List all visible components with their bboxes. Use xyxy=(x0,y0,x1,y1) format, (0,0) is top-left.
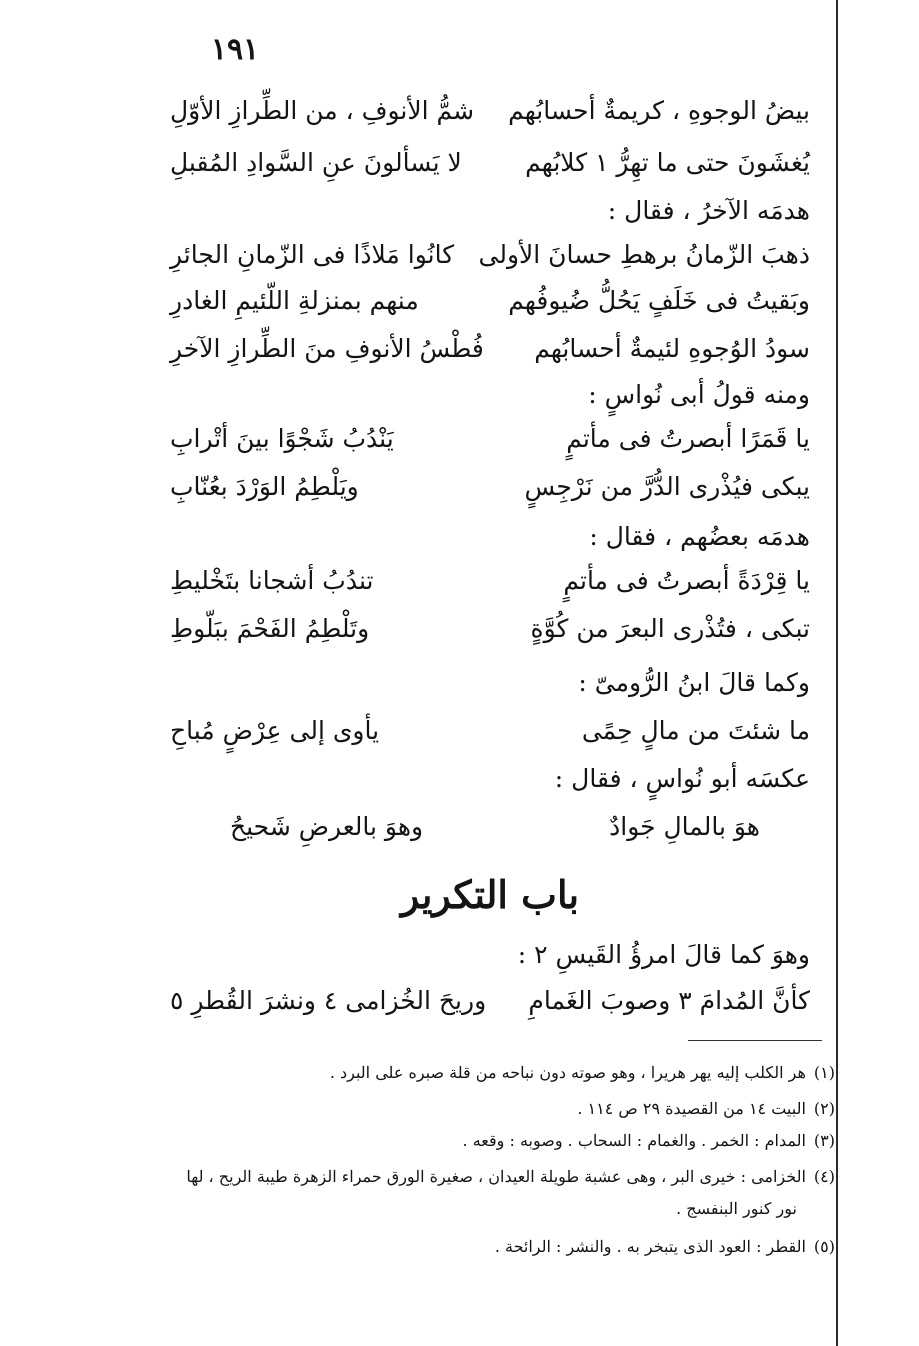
footnote xyxy=(100,1162,835,1192)
verse-second-hemistich: ويَلْطِمُ الوَرْدَ بعُنّابِ xyxy=(170,472,359,501)
verse-second-hemistich: وريحَ الخُزامى ٤ ونشرَ القُطرِ ٥ xyxy=(170,986,487,1015)
footnote xyxy=(100,1094,835,1124)
footnote-text: هر الكلب إليه يهر هريرا ، وهو صوته دون نباحه من قلة صبره على البرد . xyxy=(329,1063,806,1082)
verse-line xyxy=(170,96,810,140)
verse-second-hemistich: منهم بمنزلةِ اللّئيمِ الغادرِ xyxy=(170,286,419,315)
verse-line xyxy=(170,148,810,192)
verse-first-hemistich: يُغشَونَ حتى ما تهِرُّ ١ كلابُهم xyxy=(525,148,810,177)
verse-second-hemistich: يَنْدُبُ شَجْوًا بينَ أتْرابِ xyxy=(170,424,394,453)
verse-second-hemistich: لا يَسألونَ عنِ السَّوادِ المُقبلِ xyxy=(170,148,462,177)
verse-first-hemistich: يا قِرْدَةً أبصرتُ فى مأتمٍ xyxy=(563,566,810,595)
verse-line xyxy=(170,334,810,378)
prose-line: وهوَ كما قالَ امرؤُ القَيسِ ٢ : xyxy=(517,940,810,969)
page-edge-rule xyxy=(836,0,838,1346)
verse-first-hemistich: وبَقيتُ فى خَلَفٍ يَحُلُّ ضُيوفُهم xyxy=(508,286,810,315)
verse-second-hemistich: فُطْسُ الأنوفِ منَ الطِّرازِ الآخرِ xyxy=(170,334,484,363)
verse-line xyxy=(170,716,810,760)
footnote-number: (٥) xyxy=(813,1237,835,1256)
footnote-text: المدام : الخمر . والغمام : السحاب . وصوبه : وقعه . xyxy=(462,1131,806,1150)
prose-line: هدمَه الآخرُ ، فقال : xyxy=(607,196,810,225)
footnote-number: (٣) xyxy=(813,1131,835,1150)
verse-second-hemistich: تندُبُ أشجانا بتَخْليطِ xyxy=(170,566,374,595)
verse-first-hemistich: بيضُ الوجوهِ ، كريمةٌ أحسابُهم xyxy=(508,96,810,125)
footnote-separator xyxy=(688,1040,822,1041)
verse-line xyxy=(170,614,810,658)
footnote-text: البيت ١٤ من القصيدة ٢٩ ص ١١٤ . xyxy=(577,1099,806,1118)
footnote-text: الخزامى : خيرى البر ، وهى عشبة طويلة العيدان ، صغيرة الورق حمراء الزهرة طيبة الريح ، لها xyxy=(186,1167,806,1186)
verse-line xyxy=(170,424,810,468)
verse-first-hemistich: يبكى فيُذْرى الدُّرَّ من نَرْجِسٍ xyxy=(524,472,810,501)
footnote-number: (١) xyxy=(813,1063,835,1082)
verse-second-hemistich: يأوى إلى عِرْضٍ مُباحِ xyxy=(170,716,380,745)
verse-first-hemistich: سودُ الوُجوهِ لئيمةٌ أحسابُهم xyxy=(534,334,810,363)
verse-first-hemistich: يا قَمَرًا أبصرتُ فى مأتمٍ xyxy=(566,424,810,453)
footnote-text: نور كنور البنفسج . xyxy=(676,1199,797,1218)
verse-first-hemistich: ما شئتَ من مالٍ حِمًى xyxy=(581,716,810,745)
footnote-text: القطر : العود الذى يتبخر به . والنشر : الرائحة . xyxy=(494,1237,806,1256)
section-heading: باب التكرير xyxy=(400,872,580,917)
verse-line xyxy=(170,286,810,330)
footnote xyxy=(100,1126,835,1156)
verse-second-hemistich: وهوَ بالعرضِ شَحيحُ xyxy=(230,812,424,841)
prose-line: عكسَه أبو نُواسٍ ، فقال : xyxy=(554,764,810,793)
verse-first-hemistich: ذهبَ الزّمانُ برهطِ حسانَ الأولى xyxy=(478,240,810,269)
verse-second-hemistich: شمُّ الأنوفِ ، من الطِّرازِ الأوّلِ xyxy=(170,96,475,125)
verse-line xyxy=(170,240,810,284)
verse-line xyxy=(170,566,810,610)
verse-second-hemistich: وتَلْطِمُ الفَحْمَ ببَلّوطِ xyxy=(170,614,370,643)
footnote xyxy=(100,1058,835,1088)
page-number: ١٩١ xyxy=(210,32,260,67)
prose-line: هدمَه بعضُهم ، فقال : xyxy=(589,522,810,551)
prose-line: ومنه قولُ أبى نُواسٍ : xyxy=(588,380,810,409)
verse-first-hemistich: كأنَّ المُدامَ ٣ وصوبَ الغَمامِ xyxy=(528,986,810,1015)
verse-line xyxy=(170,472,810,516)
footnote-number: (٢) xyxy=(813,1099,835,1118)
verse-first-hemistich: هوَ بالمالِ جَوادٌ xyxy=(609,812,760,841)
footnote xyxy=(100,1232,835,1262)
verse-first-hemistich: تبكى ، فتُذْرى البعرَ من كُوَّةٍ xyxy=(530,614,810,643)
verse-second-hemistich: كانُوا مَلاذًا فى الزّمانِ الجائرِ xyxy=(170,240,455,269)
verse-line xyxy=(170,986,810,1030)
footnote-number: (٤) xyxy=(813,1167,835,1186)
footnote-continuation xyxy=(100,1194,835,1224)
prose-line: وكما قالَ ابنُ الرُّومىّ : xyxy=(578,668,810,697)
